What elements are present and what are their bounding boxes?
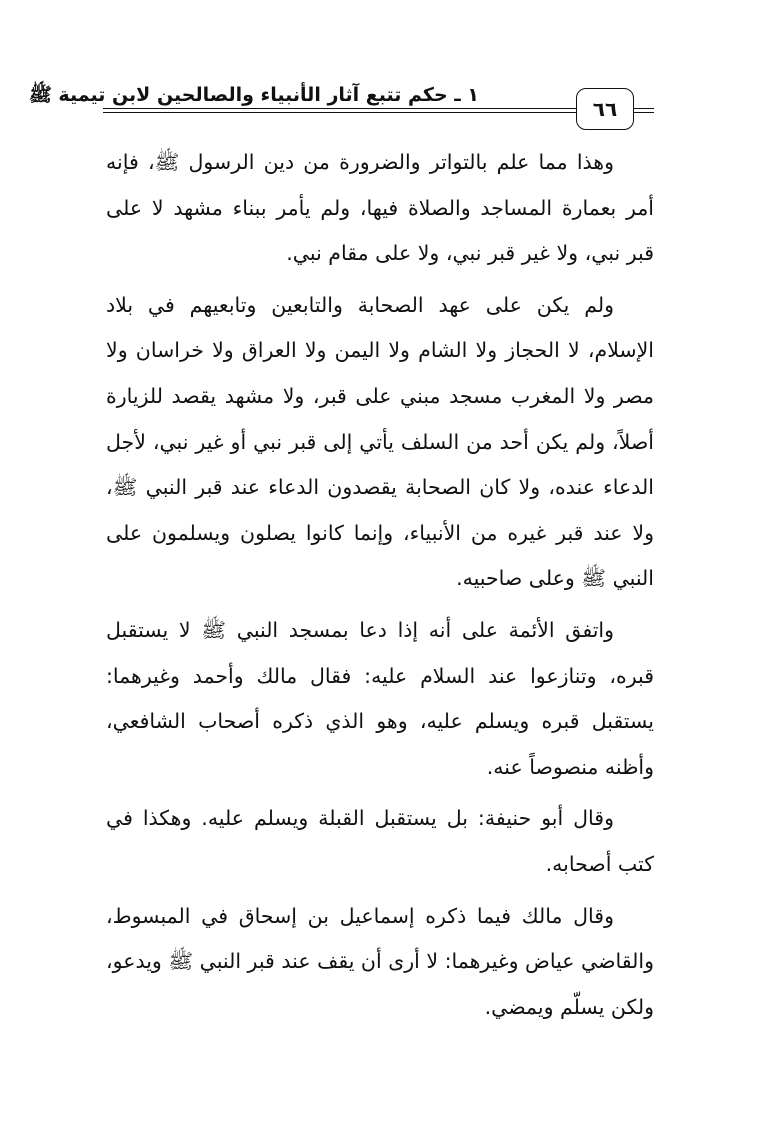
page-number: ٦٦: [592, 97, 618, 121]
body-text: [106, 140, 654, 1030]
header-rule-right-bottom: [634, 112, 654, 113]
paragraph: وهذا مما علم بالتواتر والضرورة من دين الرسول ﷺ، فإنه أمر بعمارة المساجد والصلاة فيها، ولم يأمر ببناء مشهد لا على قبر نبي، ولا غير قبر نبي، ولا على مقام نبي.: [106, 150, 654, 266]
header-rule-top: [103, 108, 577, 109]
running-header-title: ١ ـ حكم تتبع آثار الأنبياء والصالحين لابن تيمية ﷺ: [28, 84, 479, 106]
paragraph: ولم يكن على عهد الصحابة والتابعين وتابعيهم في بلاد الإسلام، لا الحجاز ولا الشام ولا اليمن ولا العراق ولا خراسان ولا مصر ولا المغرب مسجد مبني على قبر، ولا مشهد يقصد للزيارة أصلاً، ولم يكن أحد من السلف يأتي إلى قبر نبي أو غير نبي، لأجل الدعاء عنده، ولا كان الصحابة يقصدون الدعاء عند قبر النبي ﷺ، ولا عند قبر غيره من الأنبياء، وإنما كانوا يصلون ويسلمون على النبي ﷺ وعلى صاحبيه.: [106, 292, 654, 591]
header-rule-right-top: [634, 108, 654, 109]
page-number-box: [576, 88, 634, 130]
paragraph: وقال أبو حنيفة: بل يستقبل القبلة ويسلم عليه. وهكذا في كتب أصحابه.: [106, 806, 654, 876]
header-rule-bottom: [103, 112, 577, 113]
paragraph: وقال مالك فيما ذكره إسماعيل بن إسحاق في المبسوط، والقاضي عياض وغيرهما: لا أرى أن يقف عند قبر النبي ﷺ ويدعو، ولكن يسلّم ويمضي.: [106, 903, 654, 1019]
paragraph: واتفق الأئمة على أنه إذا دعا بمسجد النبي ﷺ لا يستقبل قبره، وتنازعوا عند السلام عليه: فقال مالك وأحمد وغيرهما: يستقبل قبره ويسلم عليه، وهو الذي ذكره أصحاب الشافعي، وأظنه منصوصاً عنه.: [106, 617, 654, 779]
